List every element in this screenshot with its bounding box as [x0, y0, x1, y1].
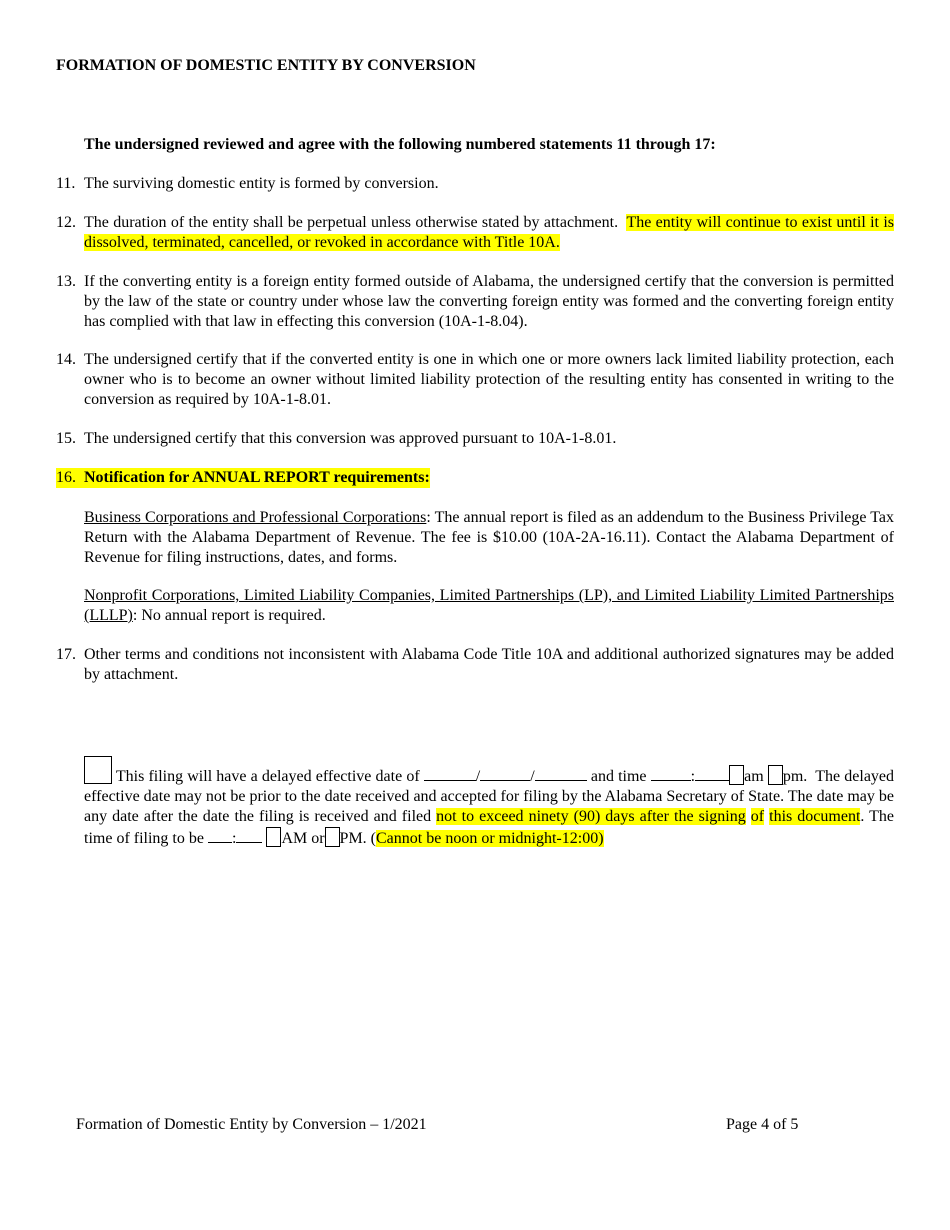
- date-year-field[interactable]: [535, 766, 587, 781]
- filing-hour-field[interactable]: [208, 828, 232, 843]
- annual-nonprofit-paragraph: [84, 586, 894, 626]
- item-12-paragraph: [84, 213, 894, 253]
- item-15-text: The undersigned certify that this conversion was approved pursuant to 10A-1-8.01.: [84, 430, 617, 447]
- delayed-highlight-2: of: [750, 808, 765, 825]
- am-label: am: [744, 768, 764, 785]
- item-17-text: Other terms and conditions not inconsistent with Alabama Code Title 10A and additional authorized signatures may be added by attachment.: [84, 646, 894, 683]
- annual-nonprofit-text: : No annual report is required.: [132, 607, 326, 624]
- AM-label: AM or: [281, 830, 325, 847]
- pm-label: pm.: [782, 768, 808, 785]
- time-hour-field[interactable]: [651, 766, 691, 781]
- pm-checkbox[interactable]: [768, 765, 783, 785]
- item-11-text: The surviving domestic entity is formed by conversion.: [84, 175, 439, 192]
- delayed-highlight-3: this document: [769, 808, 861, 825]
- item-13-text: If the converting entity is a foreign entity formed outside of Alabama, the undersigned certify that the conversion is permitted by the law of the state or country under whose law the converting foreign entity was formed and the converting foreign entity has complied with that law in effecting this conversion (10A-1-8.04).: [84, 273, 894, 330]
- time-colon-2: :: [231, 830, 237, 847]
- date-month-field[interactable]: [424, 766, 476, 781]
- page-title: FORMATION OF DOMESTIC ENTITY BY CONVERSION: [56, 57, 476, 74]
- footer-form-title: Formation of Domestic Entity by Conversion – 1/2021: [76, 1116, 427, 1133]
- delayed-text-1: This filing will have a delayed effective date of: [115, 768, 420, 785]
- annual-nonprofit-heading: Nonprofit Corporations, Limited Liability Companies, Limited Partnerships (LP), and Limited Liability Limited Partnerships (LLLP): [84, 587, 894, 624]
- item-14-number: 14.: [56, 351, 76, 368]
- date-slash-1: /: [475, 768, 481, 785]
- delayed-highlight-4: Cannot be noon or midnight-12:00): [376, 830, 604, 847]
- item-17-number: 17.: [56, 646, 76, 663]
- AM-checkbox[interactable]: [266, 827, 281, 847]
- am-checkbox[interactable]: [729, 765, 744, 785]
- date-day-field[interactable]: [480, 766, 530, 781]
- delayed-filing-checkbox[interactable]: [84, 756, 112, 784]
- time-minute-field[interactable]: [695, 766, 729, 781]
- item-16-number: 16.: [56, 468, 84, 488]
- delayed-effective-paragraph: [84, 756, 894, 849]
- annual-corp-heading: Business Corporations and Professional Corporations: [84, 509, 427, 526]
- item-12-number: 12.: [56, 214, 76, 231]
- item-15-number: 15.: [56, 430, 76, 447]
- item-12-highlight: The entity will continue to exist until it is dissolved, terminated, cancelled, or revoked in accordance with Title 10A.: [84, 214, 895, 251]
- PM-label: PM. (: [339, 830, 376, 847]
- and-time-label: and time: [590, 768, 647, 785]
- delayed-text-3: . The time of filing to be: [84, 808, 895, 847]
- date-slash-2: /: [530, 768, 535, 785]
- item-13-number: 13.: [56, 273, 76, 290]
- item-14-text: The undersigned certify that if the converted entity is one in which one or more owners lack limited liability protection, each owner who is to become an owner without limited liability protection of the resulting entity has consented in writing to the conversion as required by 10A-1-8.01.: [84, 351, 894, 408]
- delayed-highlight-1: not to exceed ninety (90) days after the signing: [436, 808, 746, 825]
- item-11-number: 11.: [56, 175, 76, 192]
- time-colon-1: :: [690, 768, 696, 785]
- item-16-heading: Notification for ANNUAL REPORT requirements:: [84, 469, 430, 486]
- intro-statement: The undersigned reviewed and agree with the following numbered statements 11 through 17:: [84, 136, 716, 153]
- PM-checkbox[interactable]: [325, 827, 340, 847]
- filing-minute-field[interactable]: [236, 828, 262, 843]
- footer-page-number: Page 4 of 5: [726, 1116, 799, 1133]
- annual-corp-text: : The annual report is filed as an addendum to the Business Privilege Tax Return with the Alabama Department of Revenue. The fee is $10.00 (10A-2A-16.11). Contact the Alabama Department of Revenue for filing instructions, dates, and forms.: [84, 509, 895, 566]
- item-12-text: The duration of the entity shall be perpetual unless otherwise stated by attachment.: [84, 214, 619, 231]
- delayed-text-2: The delayed effective date may not be prior to the date received and accepted for filing by the Alabama Secretary of State. The date may be any date after the date the filing is received and filed: [84, 768, 895, 825]
- annual-corp-paragraph: [84, 508, 894, 568]
